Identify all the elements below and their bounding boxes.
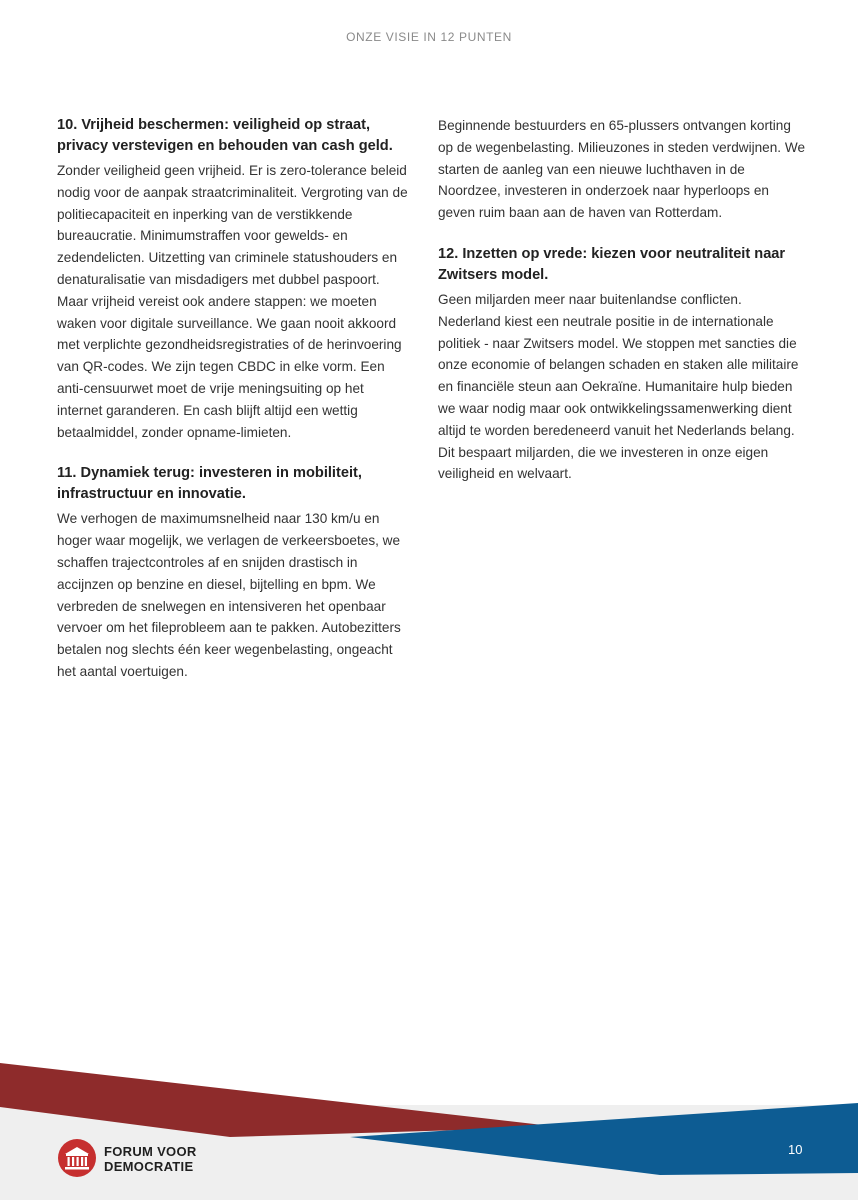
logo-line-2: DEMOCRATIE [104, 1159, 194, 1174]
section-11-continuation: Beginnende bestuurders en 65-plussers ontvangen korting op de wegenbelasting. Milieuzones in steden verdwijnen. We starten de aanleg van een nieuwe luchthaven in de Noordzee, investeren in onderzoek naar hyperloops en geven ruim baan aan de haven van Rotterdam. [438, 118, 806, 221]
section-11-heading: 11. Dynamiek terug: investeren in mobiliteit, infrastructuur en innovatie. [57, 465, 362, 503]
section-10-heading: 10. Vrijheid beschermen: veiligheid op straat, privacy verstevigen en behouden van cash geld. [57, 117, 393, 154]
section-12-body: Geen miljarden meer naar buitenlandse conflicten. Nederland kiest een neutrale positie in de internationale politiek - naar Zwitsers model. We stoppen met sancties die onze economie of belangen schaden en staken alle militaire en financiële steun aan Oekraïne. Humanitaire hulp bieden we waar nodig maar ook ontwikkelingssamenwerking dient altijd te worden beredeneerd vanuit het Nederlands belang. Dit bespaart miljarden, die we investeren in onze eigen veiligheid en welvaart. [438, 291, 799, 482]
right-column [438, 115, 808, 505]
section-10 [57, 115, 412, 443]
logo-line-1: FORUM VOOR [104, 1144, 197, 1159]
section-11 [57, 463, 412, 682]
page-header-title: ONZE VISIE IN 12 PUNTEN [346, 30, 512, 44]
section-12-heading: 12. Inzetten op vrede: kiezen voor neutraliteit naar Zwitsers model. [438, 245, 786, 283]
section-12 [438, 244, 808, 485]
section-10-body: Zonder veiligheid geen vrijheid. Er is zero-tolerance beleid nodig voor de aanpak straatcriminaliteit. Vergroting van de politiecapaciteit en inperking van de verstikkende bureaucratie. Minimumstraffen voor gewelds- en zedendelicten. Uitzetting van criminele statushouders en denaturalisatie van misdadigers met dubbel paspoort. Maar vrijheid vereist ook andere stappen: we moeten waken voor digitale surveillance. We gaan nooit akkoord met verplichte gezondheidsregistraties of de herinvoering van QR-codes. We zijn tegen CBDC in elke vorm. Een anti-censuurwet moet de vrije meningsuiting op het internet garanderen. En cash blijft altijd een wettig betaalmiddel, zonder opname-limieten. [57, 163, 408, 440]
left-column [57, 115, 412, 703]
forum-voor-democratie-logo [57, 1138, 207, 1180]
logo-wordmark [104, 1144, 197, 1174]
page-number: 10 [788, 1142, 803, 1157]
section-11-continued [438, 115, 808, 224]
section-11-body: We verhogen de maximumsnelheid naar 130 km/u en hoger waar mogelijk, we verlagen de verkeersboetes, we schaffen trajectcontroles af en snijden drastisch in accijnzen op benzine en diesel, bijtelling en bpm. We verbreden de snelwegen en intensiveren het openbaar vervoer om het fileprobleem aan te pakken. Autobezitters betalen nog slechts één keer wegenbelasting, ongeacht het aantal voertuigen. [57, 511, 401, 679]
temple-icon [57, 1138, 97, 1178]
